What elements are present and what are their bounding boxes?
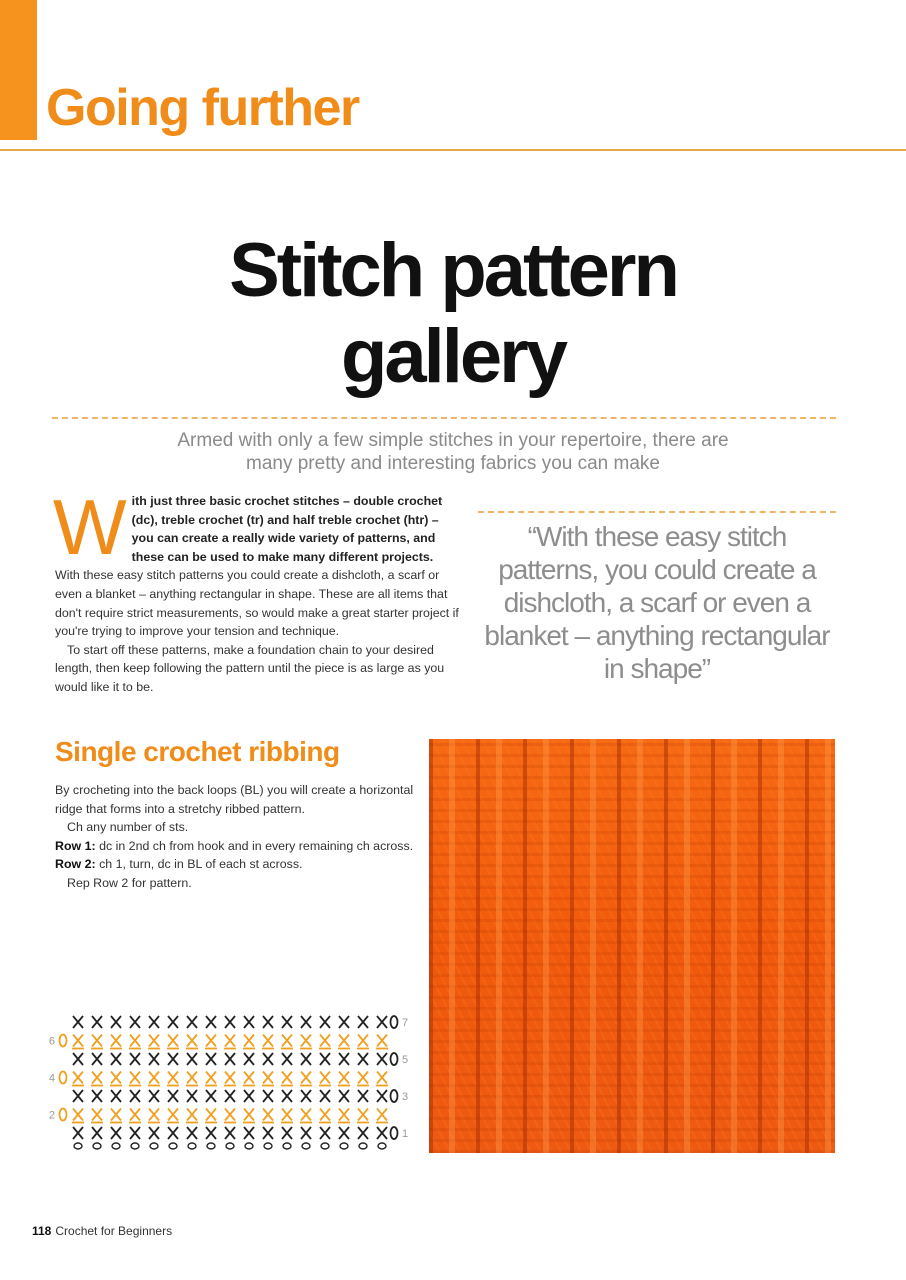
stitch-symbol bbox=[300, 1109, 312, 1123]
stitch-symbol bbox=[205, 1109, 217, 1123]
drop-cap: W bbox=[53, 483, 127, 571]
row-1-text: dc in 2nd ch from hook and in every remaining ch across. bbox=[95, 838, 414, 853]
stitch-symbol bbox=[186, 1035, 198, 1049]
stitch-symbol bbox=[377, 1127, 387, 1149]
stitch-symbol bbox=[168, 1053, 178, 1065]
row-2-label: Row 2: bbox=[55, 857, 96, 872]
stitch-symbol bbox=[110, 1035, 122, 1049]
stitch-symbol bbox=[205, 1035, 217, 1049]
stitch-symbol bbox=[168, 1127, 178, 1149]
stitch-symbol bbox=[92, 1127, 102, 1149]
stitch-symbol bbox=[92, 1053, 102, 1065]
stitch-symbol bbox=[263, 1127, 273, 1149]
stitch-symbol bbox=[205, 1072, 217, 1086]
turning-chain-symbol bbox=[391, 1016, 398, 1028]
chart-row-4 bbox=[49, 1072, 388, 1086]
stitch-symbol bbox=[301, 1090, 311, 1102]
stitch-symbol bbox=[149, 1127, 159, 1149]
stitch-symbol bbox=[111, 1127, 121, 1149]
stitch-symbol bbox=[72, 1035, 84, 1049]
stitch-symbol bbox=[148, 1072, 160, 1086]
chart-row-5 bbox=[73, 1053, 408, 1066]
stitch-chart bbox=[48, 1010, 418, 1160]
stitch-symbol bbox=[357, 1072, 369, 1086]
stitch-symbol bbox=[148, 1035, 160, 1049]
stitch-symbol bbox=[319, 1072, 331, 1086]
stitch-symbol bbox=[244, 1090, 254, 1102]
standfirst-line-2: many pretty and interesting fabrics you can make bbox=[246, 453, 660, 474]
chart-row-7 bbox=[73, 1016, 408, 1029]
title-divider bbox=[52, 417, 836, 419]
stitch-symbol bbox=[73, 1053, 83, 1065]
stitch-symbol bbox=[263, 1053, 273, 1065]
stitch-symbol bbox=[262, 1035, 274, 1049]
stitch-symbol bbox=[358, 1090, 368, 1102]
stitch-symbol bbox=[377, 1090, 387, 1102]
stitch-symbol bbox=[225, 1090, 235, 1102]
chart-row-3 bbox=[73, 1090, 408, 1103]
stitch-symbol bbox=[339, 1127, 349, 1149]
pullquote-divider bbox=[478, 511, 836, 513]
stitch-symbol bbox=[130, 1127, 140, 1149]
stitch-symbol bbox=[338, 1035, 350, 1049]
stitch-symbol bbox=[187, 1053, 197, 1065]
stitch-symbol bbox=[168, 1090, 178, 1102]
stitch-symbol bbox=[320, 1127, 330, 1149]
stitch-symbol bbox=[244, 1053, 254, 1065]
stitch-symbol bbox=[224, 1109, 236, 1123]
stitch-symbol bbox=[244, 1016, 254, 1028]
stitch-symbol bbox=[91, 1072, 103, 1086]
stitch-symbol bbox=[72, 1072, 84, 1086]
stitch-symbol bbox=[72, 1109, 84, 1123]
stitch-symbol bbox=[225, 1127, 235, 1149]
stitch-symbol bbox=[301, 1016, 311, 1028]
stitch-symbol bbox=[319, 1109, 331, 1123]
stitch-symbol bbox=[282, 1127, 292, 1149]
stitch-symbol bbox=[110, 1109, 122, 1123]
intro-paragraph-2: To start off these patterns, make a foundation chain to your desired length, then keep following the pattern until the piece is as large as you would like it to be. bbox=[55, 642, 445, 694]
row-1-label: Row 1: bbox=[55, 838, 96, 853]
stitch-symbol bbox=[206, 1127, 216, 1149]
stitch-symbol bbox=[377, 1016, 387, 1028]
stitch-symbol bbox=[167, 1109, 179, 1123]
row-number: 2 bbox=[48, 1109, 55, 1122]
stitch-symbol bbox=[187, 1016, 197, 1028]
row-2-text: ch 1, turn, dc in BL of each st across. bbox=[95, 857, 303, 872]
stitch-symbol bbox=[149, 1016, 159, 1028]
stitch-symbol bbox=[357, 1035, 369, 1049]
stitch-symbol bbox=[92, 1090, 102, 1102]
stitch-symbol bbox=[91, 1035, 103, 1049]
publication-name: Crochet for Beginners bbox=[55, 1224, 173, 1238]
chart-row-6 bbox=[49, 1035, 388, 1049]
stitch-symbol bbox=[262, 1109, 274, 1123]
stitch-symbol bbox=[282, 1016, 292, 1028]
swatch-photo bbox=[429, 739, 835, 1153]
stitch-symbol bbox=[281, 1035, 293, 1049]
stitch-symbol bbox=[110, 1072, 122, 1086]
stitch-symbol bbox=[206, 1090, 216, 1102]
page-number: 118 bbox=[32, 1224, 52, 1238]
stitch-symbol bbox=[130, 1090, 140, 1102]
stitch-symbol bbox=[376, 1109, 388, 1123]
stitch-symbol bbox=[73, 1090, 83, 1102]
stitch-symbol bbox=[338, 1109, 350, 1123]
stitch-symbol bbox=[319, 1035, 331, 1049]
turning-chain-symbol bbox=[391, 1127, 398, 1139]
stitch-symbol bbox=[338, 1072, 350, 1086]
chart-row-2 bbox=[49, 1109, 388, 1123]
pattern-instructions bbox=[55, 781, 415, 893]
stitch-symbol bbox=[301, 1127, 311, 1149]
stitch-symbol bbox=[167, 1035, 179, 1049]
stitch-symbol bbox=[148, 1109, 160, 1123]
stitch-symbol bbox=[129, 1072, 141, 1086]
article-title bbox=[0, 228, 906, 400]
stitch-symbol bbox=[244, 1127, 254, 1149]
stitch-symbol bbox=[224, 1035, 236, 1049]
stitch-symbol bbox=[91, 1109, 103, 1123]
stitch-symbol bbox=[206, 1053, 216, 1065]
stitch-symbol bbox=[129, 1109, 141, 1123]
stitch-symbol bbox=[73, 1016, 83, 1028]
section-color-bar bbox=[0, 0, 37, 140]
stitch-symbol bbox=[301, 1053, 311, 1065]
title-line-2: gallery bbox=[340, 314, 566, 399]
turning-chain-symbol bbox=[60, 1072, 67, 1084]
stitch-symbol bbox=[263, 1090, 273, 1102]
stitch-symbol bbox=[281, 1109, 293, 1123]
pattern-description: By crocheting into the back loops (BL) you will create a horizontal ridge that forms into a stretchy ribbed pattern. bbox=[55, 783, 414, 816]
intro-body: With these easy stitch patterns you could create a dishcloth, a scarf or even a blanket – anything rectangular in shape. These are all items that don't require strict measurements, so would make a great starter project if you're trying to improve your tension and technique. bbox=[55, 568, 459, 639]
intro-lead: ith just three basic crochet stitches – double crochet (dc), treble crochet (tr) and half treble crochet (htr) – you can create a really wide variety of patterns, and these can be used to make many different projects. bbox=[131, 494, 443, 564]
stitch-symbol bbox=[73, 1127, 83, 1149]
stitch-symbol bbox=[339, 1090, 349, 1102]
turning-chain-symbol bbox=[391, 1090, 398, 1102]
stitch-symbol bbox=[243, 1035, 255, 1049]
stitch-symbol bbox=[263, 1016, 273, 1028]
stitch-symbol bbox=[130, 1053, 140, 1065]
stitch-symbol bbox=[224, 1072, 236, 1086]
stitch-symbol bbox=[168, 1016, 178, 1028]
row-number: 5 bbox=[402, 1054, 409, 1066]
turning-chain-symbol bbox=[60, 1109, 67, 1121]
row-number: 1 bbox=[402, 1128, 409, 1140]
stitch-symbol bbox=[320, 1090, 330, 1102]
turning-chain-symbol bbox=[391, 1053, 398, 1065]
stitch-symbol bbox=[282, 1090, 292, 1102]
stitch-symbol bbox=[320, 1053, 330, 1065]
row-number: 4 bbox=[48, 1072, 55, 1085]
stitch-symbol bbox=[186, 1072, 198, 1086]
stitch-symbol bbox=[377, 1053, 387, 1065]
stitch-symbol bbox=[358, 1127, 368, 1149]
stitch-symbol bbox=[149, 1090, 159, 1102]
stitch-symbol bbox=[358, 1053, 368, 1065]
stitch-symbol bbox=[187, 1090, 197, 1102]
stitch-symbol bbox=[206, 1016, 216, 1028]
stitch-symbol bbox=[243, 1109, 255, 1123]
pattern-repeat: Rep Row 2 for pattern. bbox=[67, 875, 192, 890]
row-2-instruction bbox=[55, 855, 415, 874]
stitch-symbol bbox=[376, 1035, 388, 1049]
stitch-symbol bbox=[149, 1053, 159, 1065]
intro-text bbox=[53, 483, 460, 697]
stitch-symbol bbox=[167, 1072, 179, 1086]
stitch-symbol bbox=[300, 1072, 312, 1086]
stitch-symbol bbox=[320, 1016, 330, 1028]
row-1-instruction bbox=[55, 837, 415, 856]
row-number: 3 bbox=[402, 1091, 409, 1103]
stitch-symbol bbox=[130, 1016, 140, 1028]
stitch-symbol bbox=[129, 1035, 141, 1049]
standfirst-line-1: Armed with only a few simple stitches in your repertoire, there are bbox=[177, 430, 729, 451]
stitch-symbol bbox=[111, 1090, 121, 1102]
stitch-symbol bbox=[339, 1053, 349, 1065]
row-number: 6 bbox=[48, 1035, 55, 1048]
title-line-1: Stitch pattern bbox=[229, 228, 677, 313]
row-number: 7 bbox=[402, 1017, 409, 1029]
pull-quote: “With these easy stitch patterns, you could create a dishcloth, a scarf or even a blanket – anything rectangular in shape” bbox=[484, 521, 830, 684]
stitch-symbol bbox=[225, 1016, 235, 1028]
stitch-symbol bbox=[111, 1016, 121, 1028]
stitch-symbol bbox=[243, 1072, 255, 1086]
pattern-title: Single crochet ribbing bbox=[55, 736, 340, 767]
stitch-symbol bbox=[186, 1109, 198, 1123]
chart-row-1 bbox=[73, 1127, 408, 1149]
stitch-symbol bbox=[111, 1053, 121, 1065]
turning-chain-symbol bbox=[60, 1035, 67, 1047]
stitch-symbol bbox=[376, 1072, 388, 1086]
page-footer bbox=[32, 1224, 172, 1238]
stitch-symbol bbox=[225, 1053, 235, 1065]
stitch-symbol bbox=[92, 1016, 102, 1028]
stitch-symbol bbox=[262, 1072, 274, 1086]
standfirst bbox=[120, 429, 786, 475]
stitch-symbol bbox=[358, 1016, 368, 1028]
header-rule bbox=[0, 149, 906, 151]
stitch-symbol bbox=[357, 1109, 369, 1123]
pattern-setup: Ch any number of sts. bbox=[67, 820, 189, 835]
stitch-symbol bbox=[281, 1072, 293, 1086]
stitch-symbol bbox=[339, 1016, 349, 1028]
section-title: Going further bbox=[46, 79, 359, 137]
stitch-symbol bbox=[282, 1053, 292, 1065]
stitch-symbol bbox=[300, 1035, 312, 1049]
stitch-symbol bbox=[187, 1127, 197, 1149]
